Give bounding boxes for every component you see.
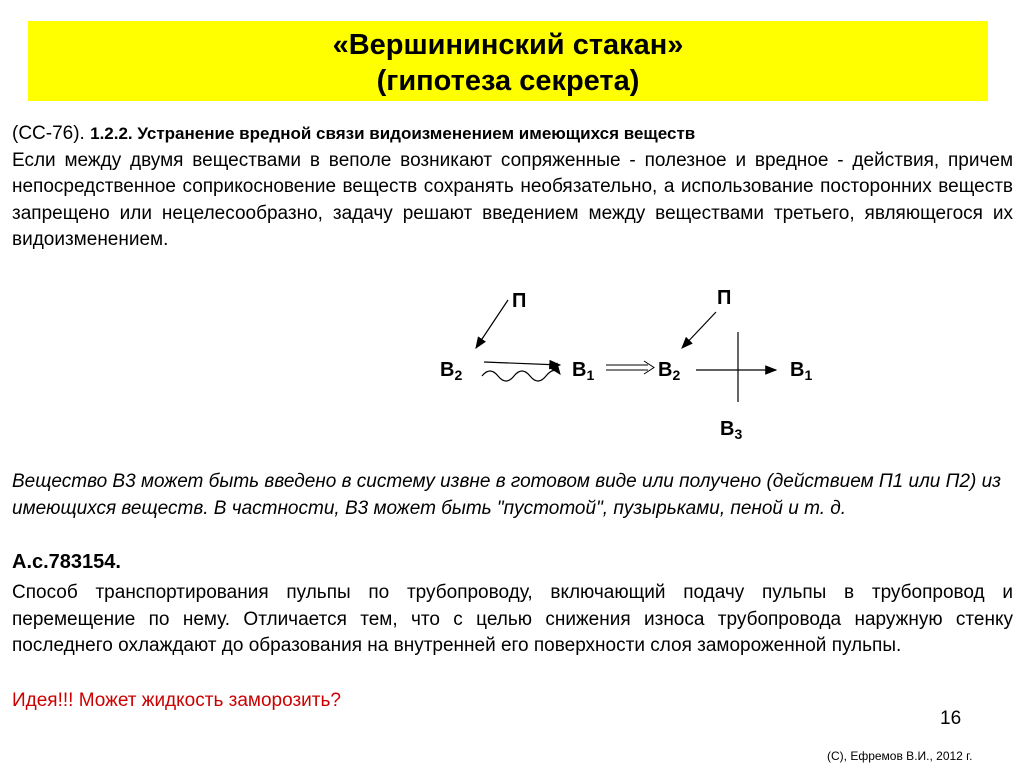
rule-title: 1.2.2. Устранение вредной связи видоизменением имеющихся веществ [90,124,696,143]
right-b2-label: $В_2$ [658,359,681,383]
right-b1-label: $В_1$ [790,359,813,383]
title-banner [28,21,988,101]
intro-paragraph [12,121,1013,254]
standard-code: (СС-76). [12,123,91,144]
left-b2-label: $В_2$ [440,359,463,383]
idea-text: Идея!!! Может жидкость заморозить? [12,690,341,711]
b3-label: $В_3$ [720,418,743,442]
slide-title: «Вершининский стакан» [332,29,684,61]
left-p-arrow [476,300,508,348]
right-p-label: П [717,287,732,309]
page-number: 16 [940,708,962,729]
right-p-arrow [682,312,716,348]
copyright: (С), Ефремов В.И., 2012 г. [827,749,973,763]
left-p-label: П [512,290,527,312]
note-paragraph: Вещество В3 может быть введено в систему извне в готовом виде или получено (действием П1 или П2) из имеющихся веществ. В частности, В3 может быть "пустотой", пузырьками, пеной и т. д. [12,471,1001,519]
slide-subtitle: (гипотеза секрета) [376,65,640,97]
useful-action-arrow [484,362,560,365]
rule-text: Если между двумя веществами в веполе возникают сопряженные - полезное и вредное - действия, причем непосредственное соприкосновение веществ сохранять необязательно, а использование посторонних веществ запрещено или нецелесообразно, задачу решают введением между веществами третьего, являющегося их видоизменением. [12,149,1013,250]
patent-number: А.с.783154. [12,551,121,573]
su-field-diagram [420,280,840,450]
harmful-action-arrow [482,370,560,381]
left-b1-label: $В_1$ [572,359,595,383]
patent-description: Способ транспортирования пульпы по трубопроводу, включающий подачу пульпы в трубопровод и перемещение по нему. Отличается тем, что с целью снижения износа трубопровода наружную стенку последнего охлаждают до образования на внутренней его поверхности слоя замороженной пульпы. [12,582,1013,656]
transform-arrow [644,361,654,374]
